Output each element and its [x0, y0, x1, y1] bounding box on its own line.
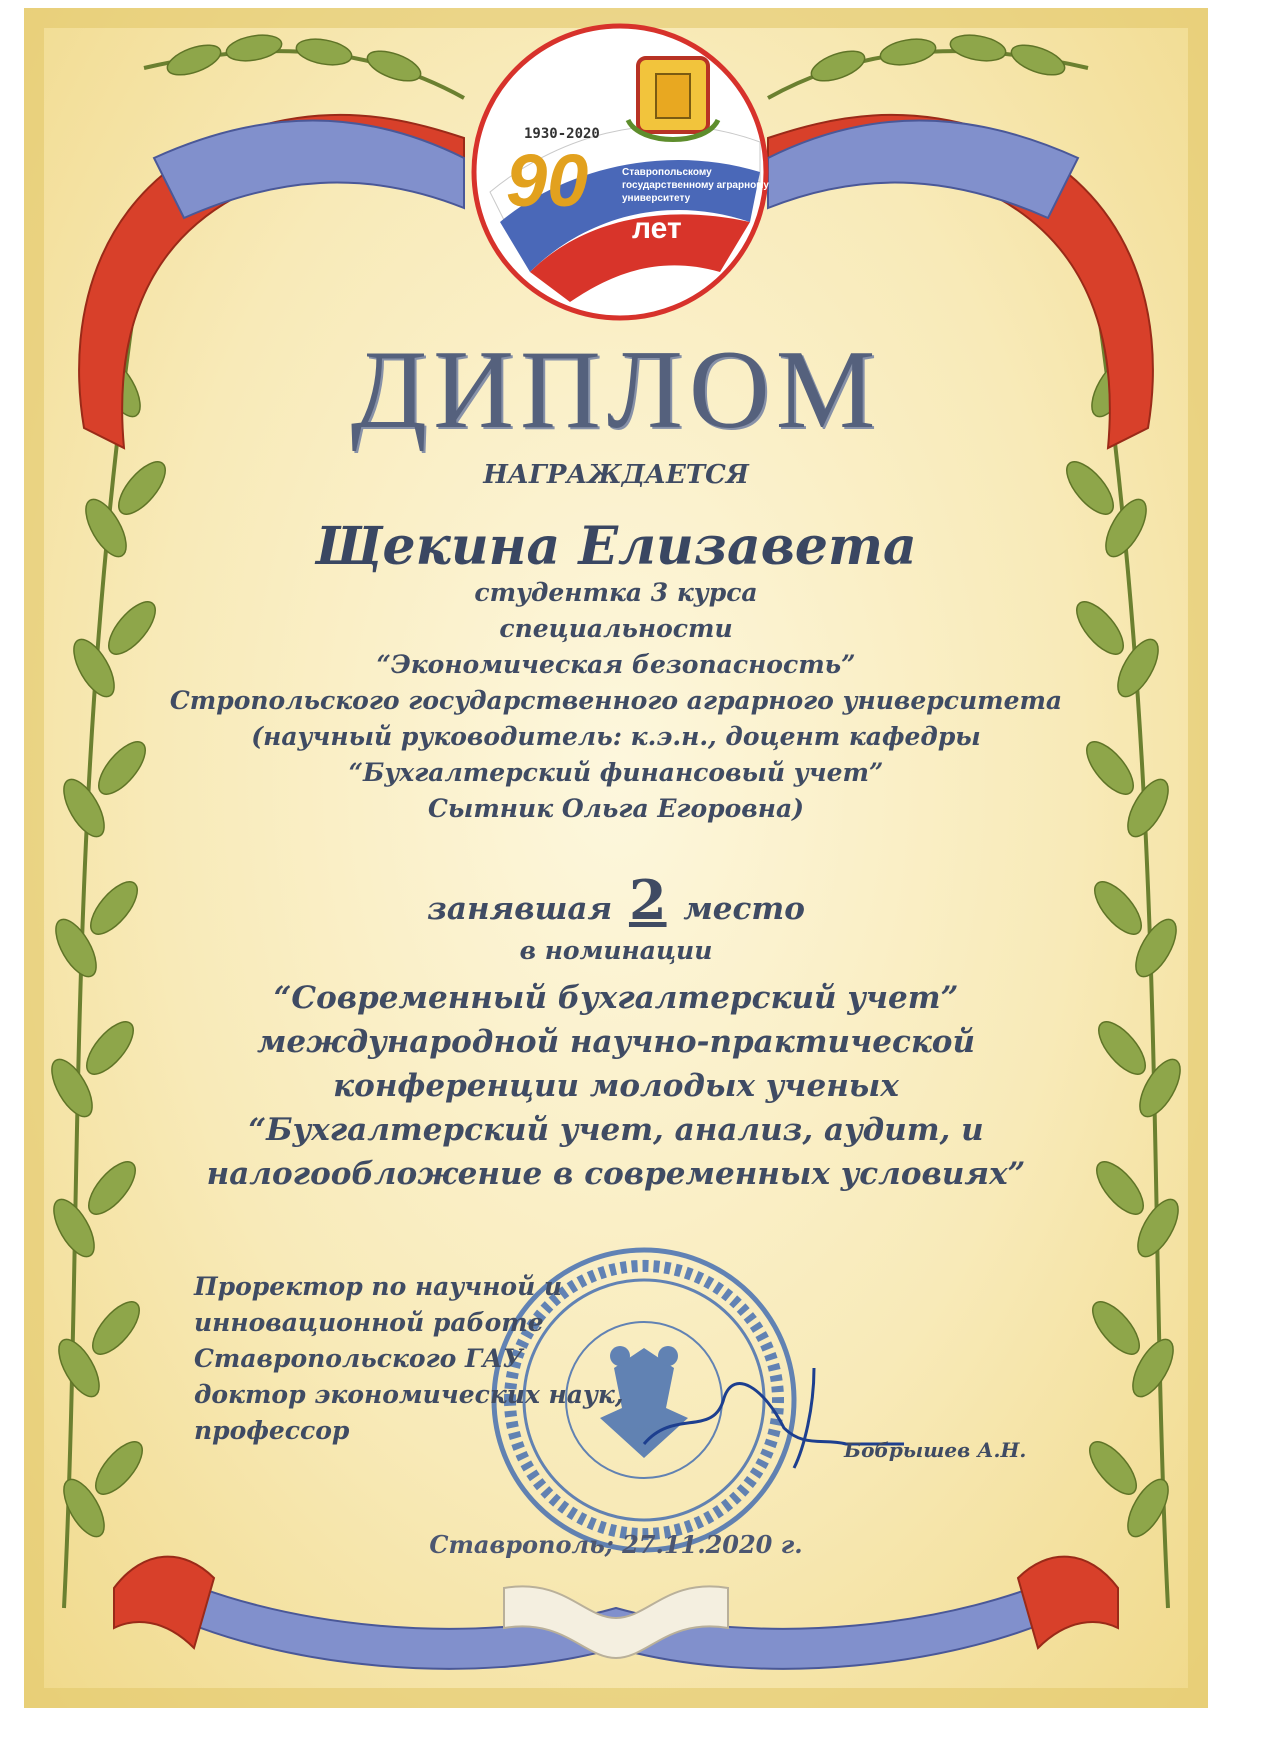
- place-number: 2: [628, 868, 667, 932]
- recipient-line: Стропольского государственного аграрного университета: [169, 686, 1063, 715]
- nomination-line: конференции молодых ученых: [333, 1068, 899, 1104]
- recipient-line: Сытник Ольга Егоровна): [428, 794, 804, 823]
- diploma-sheet: [24, 8, 1208, 1708]
- recipient-line: специальности: [499, 614, 733, 643]
- awarded-heading: НАГРАЖДАЕТСЯ: [483, 460, 749, 490]
- recipient-line: “Экономическая безопасность”: [376, 650, 856, 679]
- logo-caption: Ставропольскому государственному аграрному университету: [622, 167, 769, 204]
- nomination-line: “Бухгалтерский учет, анализ, аудит, и: [248, 1112, 984, 1148]
- nomination-line: налогообложение в современных условиях”: [206, 1156, 1026, 1192]
- nomination-line: “Современный бухгалтерский учет”: [273, 980, 959, 1016]
- diploma-title: ДИПЛОМ: [350, 328, 882, 452]
- logo-years: 1930-2020: [524, 126, 600, 142]
- recipient-line: студентка 3 курса: [474, 578, 758, 607]
- signer-name: Бобрышев А.Н.: [844, 1438, 1027, 1462]
- logo-anniversary-number: 90: [506, 139, 589, 222]
- signer-title-line: доктор экономических наук,: [194, 1380, 624, 1409]
- place-prefix: занявшая: [427, 891, 613, 927]
- nomination-line: в номинации: [519, 936, 713, 965]
- signer-title-line: Проректор по научной и: [194, 1272, 563, 1301]
- signer-title-line: Ставропольского ГАУ: [194, 1344, 523, 1373]
- signer-title-line: профессор: [194, 1416, 350, 1445]
- recipient-line: (научный руководитель: к.э.н., доцент кафедры: [251, 722, 981, 751]
- recipient-name: Щекина Елизавета: [315, 516, 917, 577]
- ribbon-bottom: [114, 1557, 1118, 1669]
- place-line: [24, 868, 1208, 932]
- place-suffix: место: [683, 891, 805, 927]
- recipient-line: “Бухгалтерский финансовый учет”: [348, 758, 884, 787]
- logo-let-label: лет: [632, 212, 682, 245]
- place-and-date: Ставрополь; 27.11.2020 г.: [429, 1530, 803, 1559]
- nomination-line: международной научно-практической: [256, 1024, 976, 1060]
- signer-title-line: инновационной работе: [194, 1308, 544, 1337]
